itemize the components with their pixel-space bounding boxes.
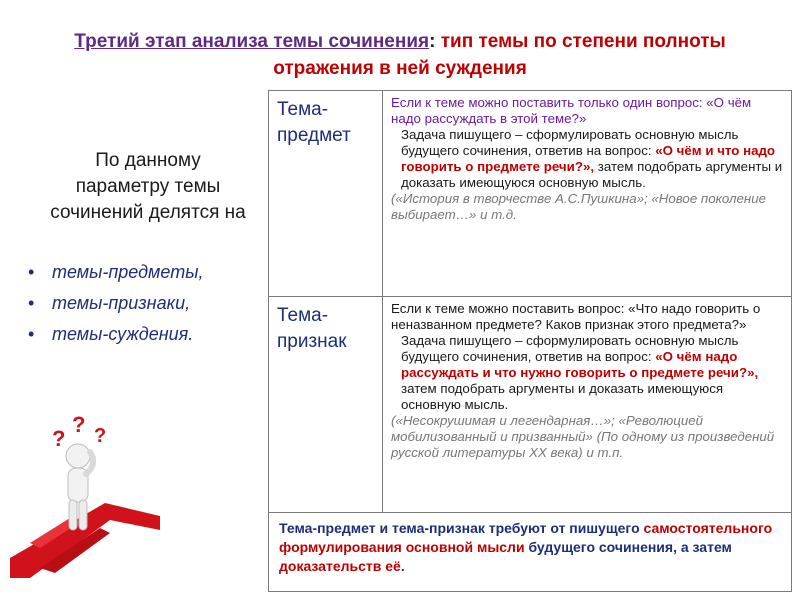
- title-subject: тип темы по степени полноты отражения в ней суждения: [273, 31, 726, 79]
- summary-middle: будущего сочинения, а затем: [524, 539, 732, 555]
- task-end: затем подобрать аргументы и доказать имеющуюся основную мысль.: [401, 159, 783, 190]
- summary-text: [269, 513, 791, 591]
- row-header: Тема-признак: [269, 297, 383, 512]
- list-item: [20, 322, 260, 347]
- table-row-summary: [269, 513, 791, 591]
- bullet: •: [28, 293, 35, 313]
- title-colon: :: [429, 31, 436, 52]
- theme-types-table: [268, 90, 792, 592]
- list-item: [20, 291, 260, 316]
- figure-head: [66, 444, 90, 468]
- intro-text: По данному параметру темы сочинений делятся на: [50, 150, 246, 223]
- task-start: Задача пишущего – сформулировать основную мысль будущего сочинения, ответив на вопрос:: [401, 127, 739, 158]
- task-description: [391, 127, 783, 191]
- summary-accent-proof: доказательств её: [279, 558, 401, 574]
- task-start: Задача пишущего – сформулировать основную мысль будущего сочинения, ответив на вопрос:: [401, 333, 739, 364]
- summary-accent-main-idea: самостоятельного формулирования основной мысли: [279, 520, 773, 555]
- theme-types-list: [20, 260, 260, 353]
- list-item-label: темы-предметы,: [52, 262, 204, 282]
- task-question: «О чём надо рассуждать и что нужно говорить о предмете речи?»,: [401, 349, 759, 380]
- list-item-label: темы-признаки,: [52, 293, 191, 313]
- examples: («История в творчестве А.С.Пушкина»; «Новое поколение выбирает…» и т.д.: [391, 191, 767, 222]
- bullet: •: [28, 324, 35, 344]
- bullet: •: [28, 262, 35, 282]
- figure-right-leg: [79, 500, 87, 530]
- list-item-label: темы-суждения.: [52, 324, 194, 344]
- row-description: [383, 91, 791, 296]
- examples: («Несокрушимая и легендарная…»; «Революцией мобилизованный и призванный» (По одному из произведений русской литературы XX века) и т.п.: [391, 413, 775, 460]
- question-condition: Если к теме можно поставить вопрос: «Что надо говорить о неназванном предмете? Каков признак этого предмета?»: [391, 301, 761, 332]
- question-mark-icon: ?: [94, 425, 107, 447]
- summary-start: Тема-предмет и тема-признак требуют от пишущего: [279, 520, 644, 536]
- figure-left-leg: [69, 500, 77, 530]
- slide-title: [40, 28, 760, 82]
- thinking-figure-illustration: [10, 408, 160, 578]
- row-header: Тема-предмет: [269, 91, 383, 296]
- summary-end: .: [400, 558, 405, 574]
- table-row-feature: [269, 297, 791, 513]
- question-mark-icon: ?: [72, 412, 86, 437]
- task-question: «О чём и что надо говорить о предмете речи?»,: [401, 143, 776, 174]
- task-end: затем подобрать аргументы и доказать имеющуюся основную мысль.: [401, 381, 724, 412]
- row-description: [383, 297, 791, 512]
- table-row-subject: [269, 91, 791, 297]
- title-stage: Третий этап анализа темы сочинения: [74, 31, 430, 52]
- question-condition: Если к теме можно поставить только один вопрос: «О чём надо рассуждать в этой теме?»: [391, 95, 752, 126]
- task-description: [391, 333, 783, 413]
- question-mark-icon: ?: [52, 426, 66, 451]
- list-item: [20, 260, 260, 285]
